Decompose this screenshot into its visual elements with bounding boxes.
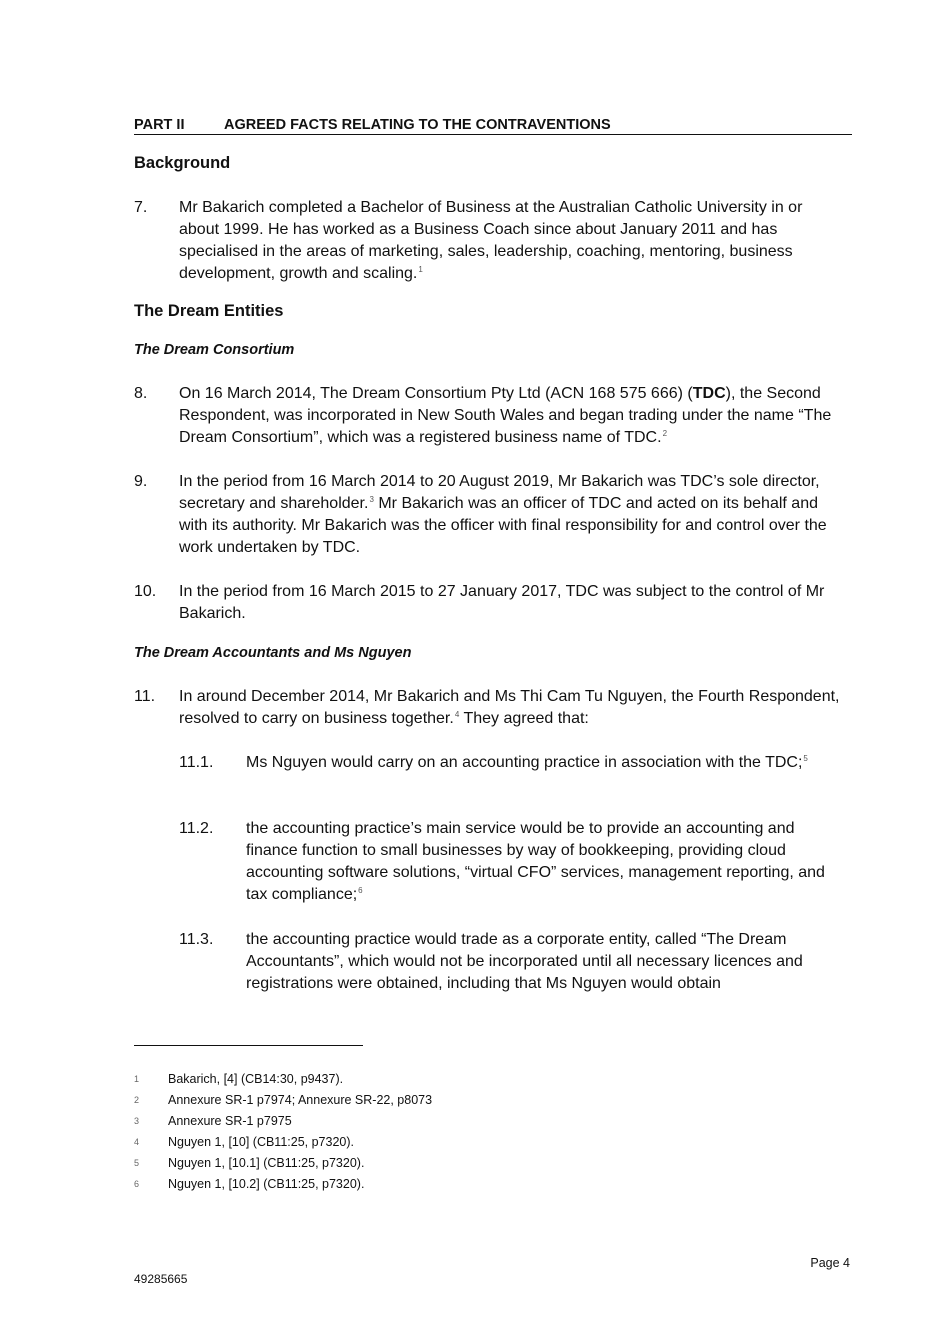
footnote-text: Annexure SR-1 p7975: [168, 1114, 292, 1128]
footnote-ref: 5: [803, 753, 808, 763]
subparagraph-number: 11.3.: [179, 931, 214, 948]
footnote-text: Bakarich, [4] (CB14:30, p9437).: [168, 1072, 344, 1086]
subparagraph-11-1: [179, 752, 846, 798]
footnote-number: 3: [134, 1116, 140, 1126]
footnote-separator: [134, 1045, 363, 1046]
part-number: PART II: [134, 117, 185, 133]
paragraph-text: In the period from 16 March 2015 to 27 January 2017, TDC was subject to the control of Mr Bakarich.: [179, 583, 825, 622]
paragraph-10: [134, 581, 846, 627]
footnote-number: 5: [134, 1158, 140, 1168]
dream-entities-heading: The Dream Entities: [134, 302, 284, 320]
dream-accountants-heading: The Dream Accountants and Ms Nguyen: [134, 645, 412, 661]
subparagraph-11-3: [179, 929, 846, 997]
dream-consortium-heading: The Dream Consortium: [134, 342, 295, 358]
subparagraph-11-2: [179, 818, 846, 908]
document-id: 49285665: [134, 1272, 188, 1286]
footnote-text: Nguyen 1, [10.1] (CB11:25, p7320).: [168, 1156, 365, 1170]
footnote-ref: 2: [662, 428, 668, 438]
paragraph-9: [134, 471, 846, 561]
paragraph-7: [134, 197, 846, 287]
subparagraph-text: the accounting practice’s main service would be to provide an accounting and finance function to small businesses by way of bookkeeping, providing cloud accounting software solutions, “virtual CFO” services, management reporting, and tax compliance;$^6$: [246, 820, 825, 903]
footnote-number: 2: [134, 1095, 140, 1105]
footnote-ref: 4: [454, 709, 460, 719]
footnote-text: Nguyen 1, [10.2] (CB11:25, p7320).: [168, 1177, 365, 1191]
footnote-number: 6: [134, 1179, 140, 1189]
footnote-ref: 3: [369, 494, 374, 504]
part-title: AGREED FACTS RELATING TO THE CONTRAVENTIONS: [224, 117, 611, 133]
subparagraph-number: 11.2.: [179, 820, 214, 837]
footnote-number: 4: [134, 1137, 140, 1147]
subparagraph-text: Ms Nguyen would carry on an accounting practice in association with the TDC;$^5$: [246, 753, 808, 771]
paragraph-8: [134, 383, 846, 451]
paragraph-number: 7.: [134, 199, 148, 216]
background-heading: Background: [134, 154, 231, 172]
footnote-ref: 1: [418, 264, 423, 274]
paragraph-number: 10.: [134, 583, 157, 600]
footnote-text: Nguyen 1, [10] (CB11:25, p7320).: [168, 1135, 354, 1149]
footnote-number: 1: [134, 1074, 140, 1084]
footnote-ref: 6: [358, 885, 363, 895]
paragraph-text: Mr Bakarich completed a Bachelor of Business at the Australian Catholic University in or about 1999. He has worked as a Business Coach since about January 2011 and has specialised in the areas of marketing, sales, leadership, coaching, mentoring, business development, growth and scaling.$^1$: [179, 199, 803, 282]
paragraph-text: In around December 2014, Mr Bakarich and Ms Thi Cam Tu Nguyen, the Fourth Respondent, resolved to carry on business together.$^4$ They agreed that:: [179, 688, 840, 727]
paragraph-number: 11.: [134, 688, 156, 705]
paragraph-text: In the period from 16 March 2014 to 20 August 2019, Mr Bakarich was TDC’s sole director, secretary and shareholder.$^3$ Mr Bakarich was an officer of TDC and acted on its behalf and with its authority. Mr Bakarich was the officer with final responsibility for and control over the work undertaken by TDC.: [179, 473, 827, 556]
part-heading: [134, 116, 852, 135]
paragraph-text: On 16 March 2014, The Dream Consortium Pty Ltd (ACN 168 575 666) (TDC), the Second Respondent, was incorporated in New South Wales and began trading under the name “The Dream Consortium”, which was a registered business name of TDC.$^2$: [179, 385, 832, 446]
paragraph-number: 8.: [134, 385, 148, 402]
page-number: Page 4: [810, 1256, 850, 1270]
footnote-text: Annexure SR-1 p7974; Annexure SR-22, p8073: [168, 1093, 433, 1107]
subparagraph-text: the accounting practice would trade as a corporate entity, called “The Dream Accountants”, which would not be incorporated until all necessary licences and registrations were obtained, including that Ms Nguyen would obtain: [246, 931, 803, 992]
subparagraph-number: 11.1.: [179, 754, 214, 771]
paragraph-11: [134, 686, 846, 732]
paragraph-number: 9.: [134, 473, 148, 490]
